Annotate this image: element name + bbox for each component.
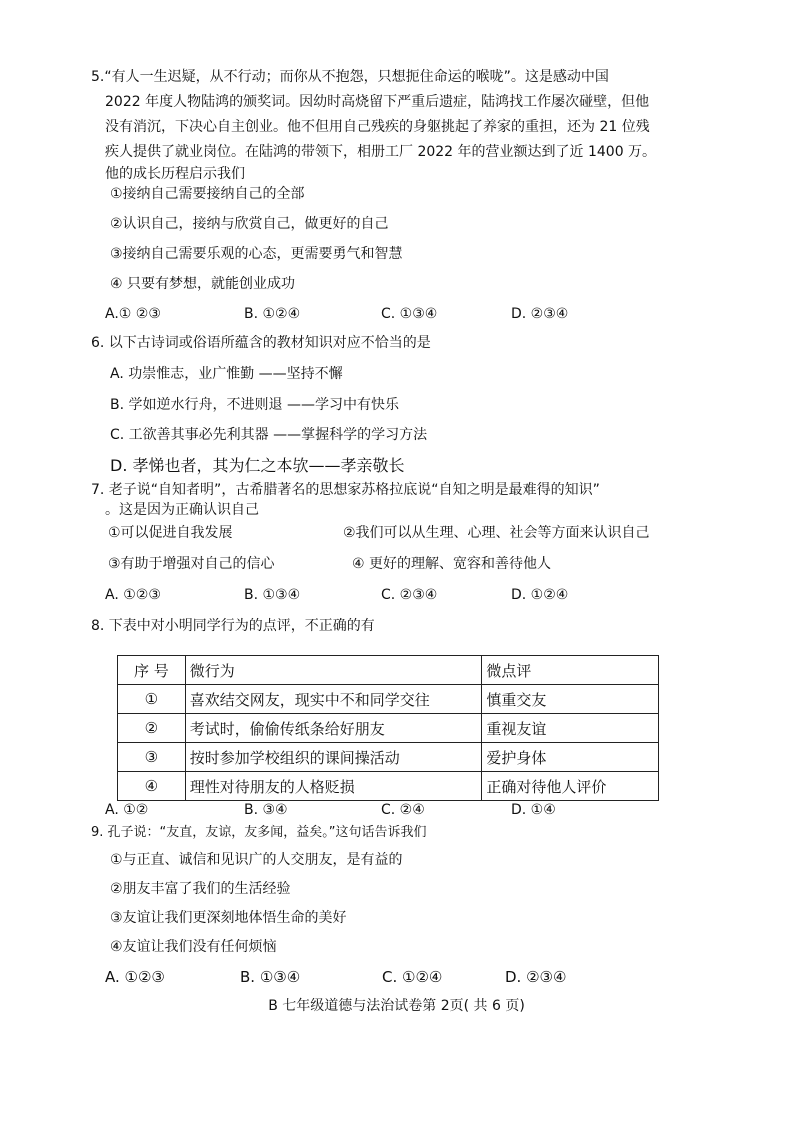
- table-cell: ④: [118, 772, 186, 801]
- q6-option-b: B. 学如逆水行舟，不进则退 ——学习中有快乐: [110, 397, 399, 413]
- q5-stem-line: 疾人提供了就业岗位。在陆鸿的带领下，相册工厂 2022 年的营业额达到了近 1400 万。: [105, 144, 657, 160]
- q9-item: ①与正直、诚信和见识广的人交朋友，是有益的: [110, 852, 403, 868]
- q5-item: ①接纳自己需要接纳自己的全部: [110, 186, 305, 202]
- table-cell: 重视友谊: [482, 714, 659, 743]
- q5-item: ②认识自己，接纳与欣赏自己，做更好的自己: [110, 216, 389, 232]
- table-cell: ①: [118, 685, 186, 714]
- q9-option-c: C. ①②④: [382, 968, 443, 986]
- table-header-row: [118, 656, 659, 685]
- q5-stem-line: 5.“有人一生迟疑，从不行动；而你从不抱怨，只想扼住命运的喉咙”。这是感动中国: [91, 69, 609, 85]
- q6-option-a: A. 功崇惟志，业广惟勤 ——坚持不懈: [110, 366, 343, 382]
- q5-stem-line: 他的成长历程启示我们: [105, 166, 245, 182]
- q7-option-c: C. ②③④: [381, 587, 438, 603]
- q8-option-a: A. ①②: [105, 802, 149, 818]
- table-cell: 理性对待朋友的人格贬损: [185, 772, 482, 801]
- q8-option-c: C. ②④: [381, 802, 425, 818]
- table-header-cell: 微点评: [482, 656, 659, 685]
- q7-item: ②我们可以从生理、心理、社会等方面来认识自己: [343, 525, 650, 541]
- q9-option-b: B. ①③④: [240, 968, 301, 986]
- q9-option-d: D. ②③④: [505, 968, 567, 986]
- table-cell: 按时参加学校组织的课间操活动: [185, 743, 482, 772]
- table-cell: 考试时，偷偷传纸条给好朋友: [185, 714, 482, 743]
- table-cell: ③: [118, 743, 186, 772]
- table-cell: 爱护身体: [482, 743, 659, 772]
- q9-item: ③友谊让我们更深刻地体悟生命的美好: [110, 910, 347, 926]
- q5-option-a: A.① ②③: [105, 306, 161, 322]
- q7-item: ③有助于增强对自己的信心: [108, 556, 275, 572]
- q7-item: ④ 更好的理解、宽容和善待他人: [352, 556, 552, 572]
- q6-option-c: C. 工欲善其事必先利其器 ——掌握科学的学习方法: [110, 427, 428, 443]
- q5-item: ④ 只要有梦想，就能创业成功: [110, 276, 296, 292]
- table-row: [118, 772, 659, 801]
- q5-stem-line: 没有消沉，下决心自主创业。他不但用自己残疾的身躯挑起了养家的重担，还为 21 位残: [105, 119, 650, 135]
- table-row: [118, 714, 659, 743]
- q9-item: ④友谊让我们没有任何烦恼: [110, 939, 277, 955]
- table-header-cell: 微行为: [185, 656, 482, 685]
- q5-option-b: B. ①②④: [244, 306, 301, 322]
- q6-option-d: D. 孝悌也者，其为仁之本欤——孝亲敬长: [110, 456, 405, 475]
- q5-item: ③接纳自己需要乐观的心态，更需要勇气和智慧: [110, 246, 403, 262]
- table-cell: 正确对待他人评价: [482, 772, 659, 801]
- page-footer: B 七年级道德与法治试卷第 2页( 共 6 页): [268, 998, 525, 1014]
- table-row: [118, 743, 659, 772]
- q5-stem-line: 2022 年度人物陆鸿的颁奖词。因幼时高烧留下严重后遗症，陆鸿找工作屡次碰壁，但他: [105, 94, 650, 110]
- q8-option-d: D. ①④: [511, 802, 556, 818]
- table-cell: 慎重交友: [482, 685, 659, 714]
- q7-item: ①可以促进自我发展: [108, 525, 233, 541]
- q7-option-b: B. ①③④: [244, 587, 301, 603]
- q7-stem-line: 7. 老子说“自知者明”，古希腊著名的思想家苏格拉底说“自知之明是最难得的知识”: [91, 482, 600, 498]
- q7-option-a: A. ①②③: [105, 587, 161, 603]
- q7-stem-line: 。这是因为正确认识自己: [105, 502, 259, 518]
- q9-stem: 9. 孔子说：“友直，友谅，友多闻，益矣。”这句话告诉我们: [91, 825, 427, 840]
- q9-option-a: A. ①②③: [105, 968, 165, 986]
- table-cell: ②: [118, 714, 186, 743]
- behavior-table: [117, 655, 659, 801]
- q5-option-c: C. ①③④: [381, 306, 438, 322]
- table-cell: 喜欢结交网友，现实中不和同学交往: [185, 685, 482, 714]
- table-row: [118, 685, 659, 714]
- q6-stem: 6. 以下古诗词或俗语所蕴含的教材知识对应不恰当的是: [91, 335, 431, 351]
- q5-option-d: D. ②③④: [511, 306, 569, 322]
- q9-item: ②朋友丰富了我们的生活经验: [110, 881, 291, 897]
- q8-stem: 8. 下表中对小明同学行为的点评，不正确的有: [91, 618, 375, 634]
- table-header-cell: 序 号: [118, 656, 186, 685]
- q7-option-d: D. ①②④: [511, 587, 569, 603]
- q8-option-b: B. ③④: [244, 802, 288, 818]
